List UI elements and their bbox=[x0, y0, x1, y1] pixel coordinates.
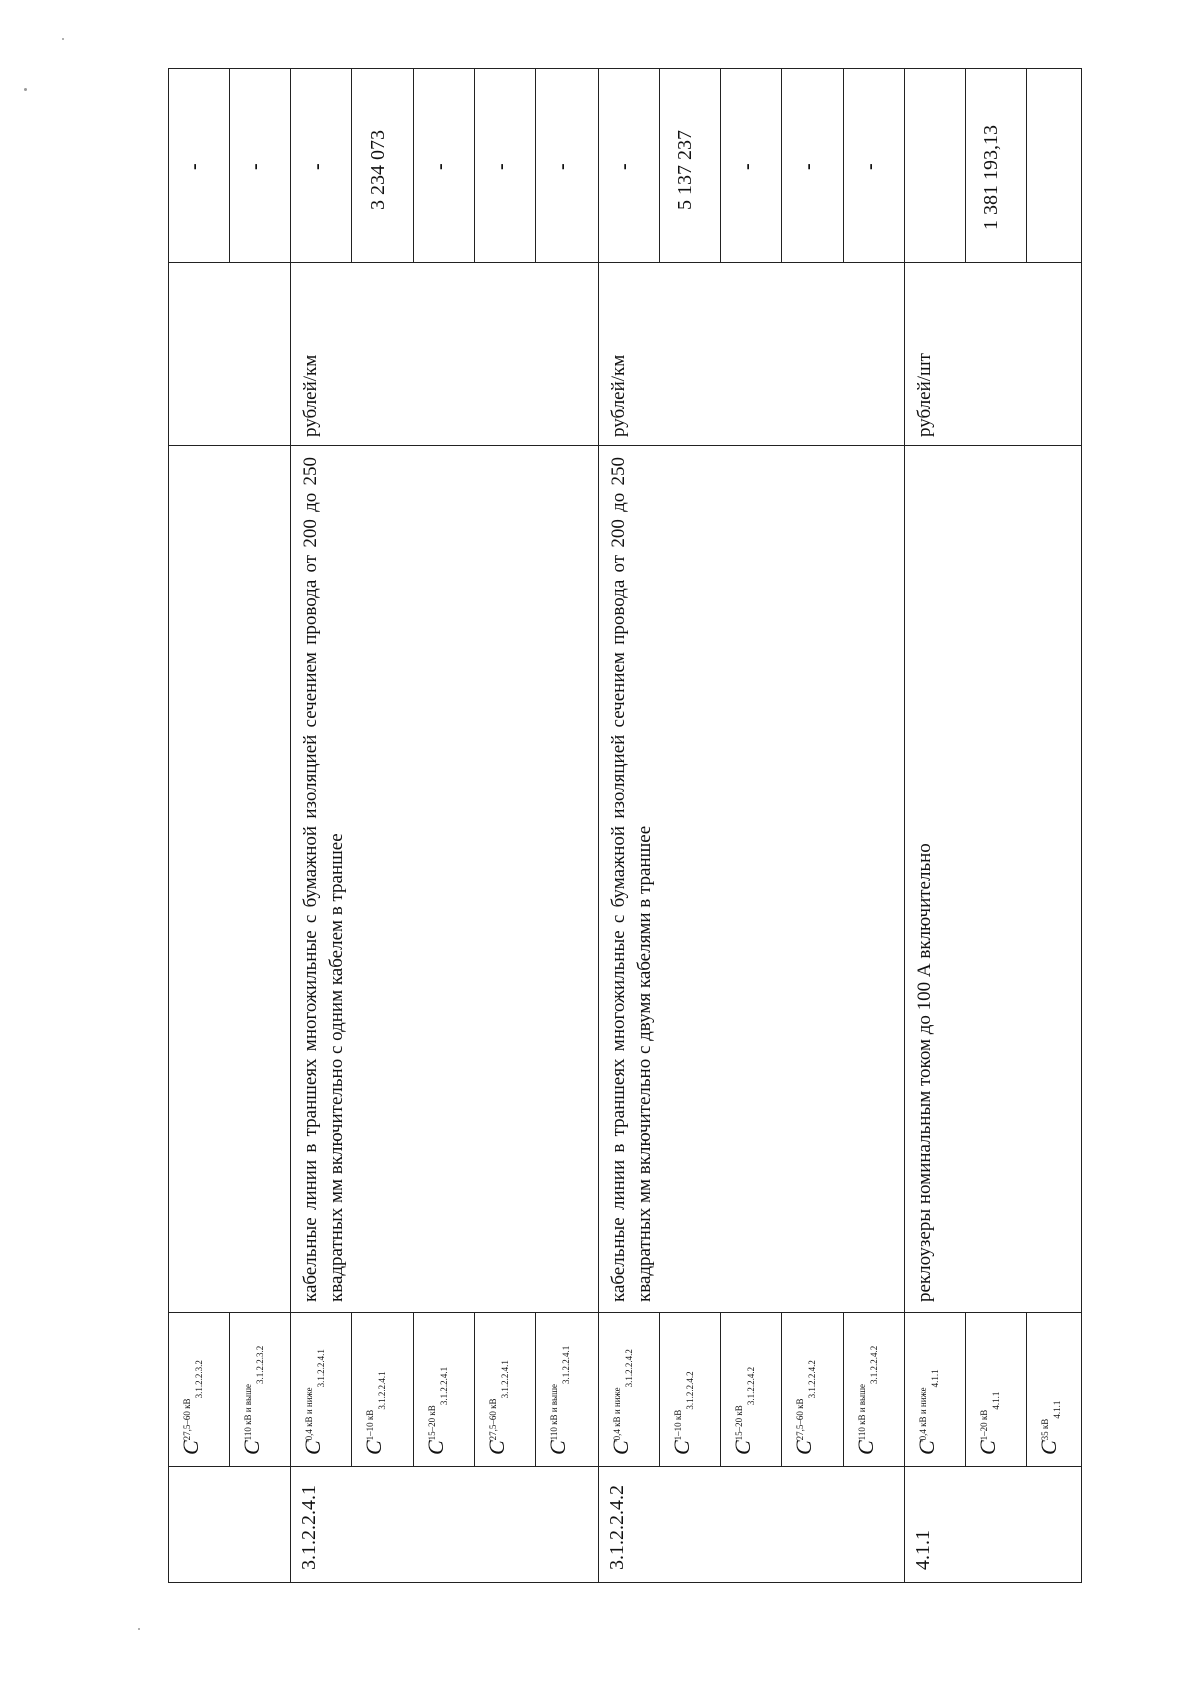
subrow-separator bbox=[1026, 68, 1027, 262]
variable-symbol: $C^{110 кВ и выше}_{3.1.2.2.4.2}$ bbox=[853, 1345, 879, 1455]
group-separator bbox=[290, 68, 291, 1583]
row-code: 3.1.2.2.4.2 bbox=[606, 1485, 628, 1570]
subrow-separator bbox=[474, 68, 475, 262]
subrow-separator bbox=[843, 68, 844, 262]
variable-symbol: $C^{35 кВ}_{4.1.1}$ bbox=[1036, 1400, 1062, 1455]
variable-symbol: $C^{27,5-60 кВ}_{3.1.2.2.4.2}$ bbox=[791, 1360, 817, 1455]
subrow-separator bbox=[720, 68, 721, 262]
column-separator bbox=[168, 1312, 1082, 1313]
row-code: 4.1.1 bbox=[912, 1530, 934, 1570]
subrow-separator bbox=[659, 68, 660, 262]
row-value: - bbox=[613, 163, 635, 170]
row-value: - bbox=[859, 163, 881, 170]
variable-symbol: $C^{1-10 кВ}_{3.1.2.2.4.1}$ bbox=[361, 1371, 387, 1455]
row-value: - bbox=[429, 163, 451, 170]
row-value: - bbox=[551, 163, 573, 170]
row-value: - bbox=[244, 163, 266, 170]
subrow-separator bbox=[474, 1312, 475, 1466]
variable-symbol: $C^{0,4 кВ и ниже}_{3.1.2.2.4.1}$ bbox=[300, 1349, 326, 1455]
subrow-separator bbox=[659, 1312, 660, 1466]
row-value: - bbox=[183, 163, 205, 170]
subrow-separator bbox=[781, 68, 782, 262]
column-separator bbox=[168, 262, 1082, 263]
row-code: 3.1.2.2.4.1 bbox=[298, 1485, 320, 1570]
variable-symbol: $C^{27,5-60 кВ}_{3.1.2.2.3.2}$ bbox=[178, 1360, 204, 1455]
row-unit: рублей/км bbox=[300, 354, 321, 437]
scan-speck bbox=[138, 1628, 140, 1630]
variable-symbol: $C^{27,5-60 кВ}_{3.1.2.2.4.1}$ bbox=[484, 1360, 510, 1455]
row-description: реклоузеры номинальным током до 100 А включительно bbox=[914, 843, 935, 1302]
subrow-separator bbox=[720, 1312, 721, 1466]
variable-symbol: $C^{15-20 кВ}_{3.1.2.2.4.2}$ bbox=[730, 1366, 756, 1455]
variable-symbol: $C^{0,4 кВ и ниже}_{4.1.1}$ bbox=[914, 1369, 940, 1455]
row-value: 5 137 237 bbox=[674, 130, 696, 210]
subrow-separator bbox=[965, 1312, 966, 1466]
row-unit: рублей/км bbox=[608, 354, 629, 437]
row-unit: рублей/шт bbox=[914, 353, 935, 437]
variable-symbol: $C^{0,4 кВ и ниже}_{3.1.2.2.4.2}$ bbox=[608, 1349, 634, 1455]
subrow-separator bbox=[351, 68, 352, 262]
subrow-separator bbox=[413, 1312, 414, 1466]
subrow-separator bbox=[965, 68, 966, 262]
column-separator bbox=[168, 445, 1082, 446]
subrow-separator bbox=[535, 1312, 536, 1466]
subrow-separator bbox=[229, 1312, 230, 1466]
row-value: - bbox=[736, 163, 758, 170]
row-value: - bbox=[797, 163, 819, 170]
subrow-separator bbox=[1026, 1312, 1027, 1466]
subrow-separator bbox=[843, 1312, 844, 1466]
row-value: - bbox=[490, 163, 512, 170]
row-description: кабельные линии в траншеях многожильные с бумажной изоляцией сечением провода от 200 до 250 квадратных мм включительно с двумя кабелями в траншее bbox=[608, 457, 655, 1302]
row-value: - bbox=[306, 163, 328, 170]
scan-speck bbox=[24, 88, 27, 91]
variable-symbol: $C^{1-20 кВ}_{4.1.1}$ bbox=[975, 1391, 1001, 1455]
subrow-separator bbox=[229, 68, 230, 262]
variable-symbol: $C^{1-10 кВ}_{3.1.2.2.4.2}$ bbox=[669, 1371, 695, 1455]
subrow-separator bbox=[781, 1312, 782, 1466]
scan-speck bbox=[62, 38, 64, 40]
subrow-separator bbox=[413, 68, 414, 262]
group-separator bbox=[598, 68, 599, 1583]
row-value: 3 234 073 bbox=[367, 130, 389, 210]
row-description: кабельные линии в траншеях многожильные с бумажной изоляцией сечением провода от 200 до 250 квадратных мм включительно с одним кабелем в траншее bbox=[300, 457, 347, 1302]
group-separator bbox=[904, 68, 905, 1583]
variable-symbol: $C^{15-20 кВ}_{3.1.2.2.4.1}$ bbox=[423, 1366, 449, 1455]
subrow-separator bbox=[351, 1312, 352, 1466]
row-value: 1 381 193,13 bbox=[980, 125, 1002, 230]
column-separator bbox=[168, 1466, 1082, 1467]
variable-symbol: $C^{110 кВ и выше}_{3.1.2.2.3.2}$ bbox=[239, 1345, 265, 1455]
variable-symbol: $C^{110 кВ и выше}_{3.1.2.2.4.1}$ bbox=[545, 1345, 571, 1455]
subrow-separator bbox=[535, 68, 536, 262]
